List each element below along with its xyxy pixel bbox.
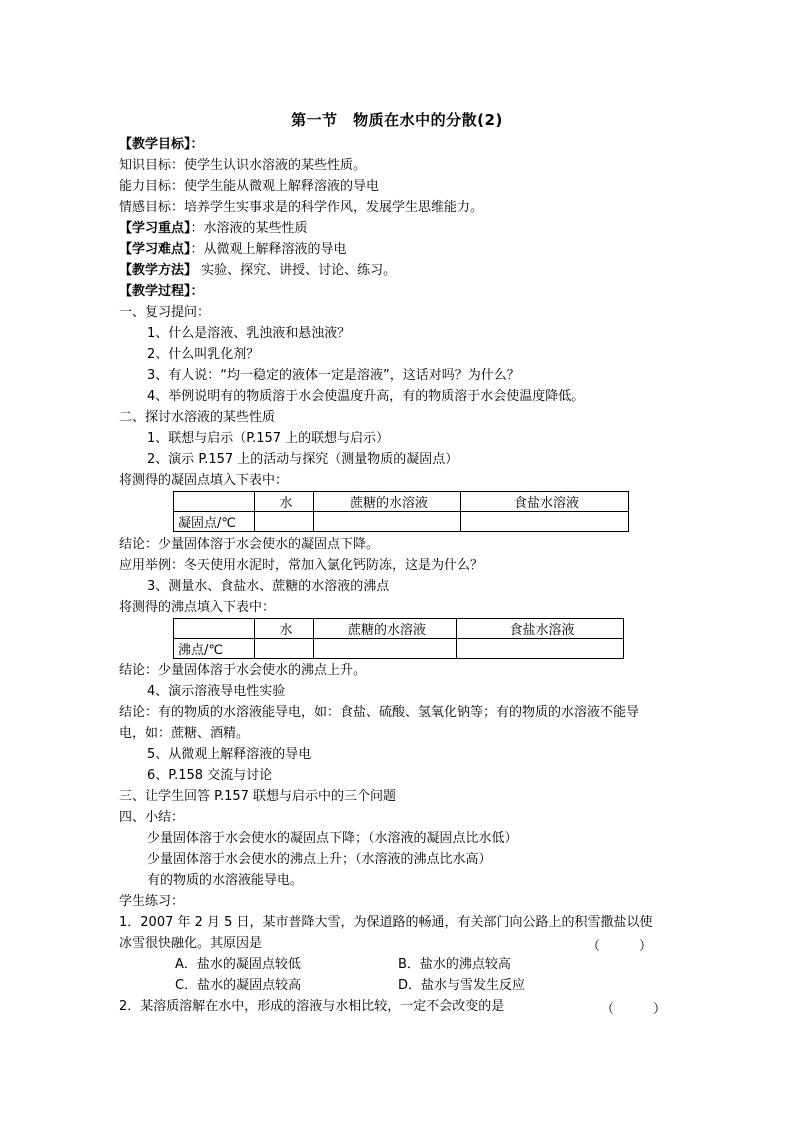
table-header-cell — [174, 492, 255, 512]
key-point-text: ：水溶液的某些性质 — [190, 221, 308, 236]
exercise-heading: 学生练习： — [119, 894, 185, 909]
goal-ability: 能力目标：使学生能从微观上解释溶液的导电 — [119, 179, 380, 194]
conclusion-2: 结论：少量固体溶于水会使水的沸点上升。 — [119, 663, 367, 678]
step-3: 3、测量水、食盐水、蔗糖的水溶液的沸点 — [147, 579, 390, 594]
step-6: 6、P.158 交流与讨论 — [147, 768, 273, 783]
option-d: D．盐水与雪发生反应 — [398, 978, 526, 993]
part1-heading: 一、复习提问： — [119, 305, 211, 320]
key-point-label: 【学习重点】 — [119, 221, 191, 236]
table-cell — [255, 512, 314, 532]
review-question-4: 4、举例说明有的物质溶于水会使温度升高，有的物质溶于水会使温度降低。 — [147, 389, 585, 404]
part2-heading: 二、探讨水溶液的某些性质 — [119, 410, 276, 425]
table-row — [174, 512, 629, 532]
part4-heading: 四、小结： — [119, 810, 185, 825]
table-header-cell: 食盐水溶液 — [457, 619, 624, 639]
table-header-row — [174, 619, 624, 639]
page-title: 第一节 物质在水中的分散(2) — [291, 111, 503, 129]
table-header-row — [174, 492, 629, 512]
table-header-cell: 水 — [255, 492, 314, 512]
table-header-cell: 蔗糖的水溶液 — [314, 619, 457, 639]
summary-line-3: 有的物质的水溶液能导电。 — [147, 873, 304, 888]
answer-blank: （ ） — [587, 939, 653, 954]
exercise-q1-line1: 1．2007 年 2 月 5 日，某市普降大雪，为保道路的畅通，有关部门向公路上的积雪撒盐以使 — [119, 915, 653, 930]
row-label: 沸点/℃ — [174, 639, 255, 659]
exercise-q1-line2: 冰雪很快融化。其原因是 — [119, 936, 263, 951]
table-cell — [457, 639, 624, 659]
goal-knowledge: 知识目标：使学生认识水溶液的某些性质。 — [119, 158, 367, 173]
step-5: 5、从微观上解释溶液的导电 — [147, 747, 312, 762]
table-row — [174, 639, 624, 659]
difficulty-label: 【学习难点】 — [119, 242, 191, 257]
conclusion-1: 结论：少量固体溶于水会使水的凝固点下降。 — [119, 537, 380, 552]
row-label: 凝固点/℃ — [174, 512, 255, 532]
conclusion-3-line2: 电，如：蔗糖、酒精。 — [119, 726, 250, 741]
answer-blank: （ ） — [601, 1002, 667, 1017]
fill-freezing-instruction: 将测得的凝固点填入下表中： — [119, 473, 289, 488]
table-cell — [255, 639, 314, 659]
goal-emotion: 情感目标：培养学生实事求是的科学作风，发展学生思维能力。 — [119, 200, 484, 215]
application-example: 应用举例：冬天使用水泥时，常加入氯化钙防冻，这是为什么？ — [119, 558, 484, 573]
exercise-q2: 2．某溶质溶解在水中，形成的溶液与水相比较，一定不会改变的是 — [119, 999, 505, 1014]
table-cell — [314, 512, 461, 532]
difficulty-text: ：从微观上解释溶液的导电 — [190, 242, 347, 257]
method-text: 实验、探究、讲授、讨论、练习。 — [197, 263, 397, 278]
fill-boiling-instruction: 将测得的沸点填入下表中： — [119, 600, 276, 615]
freezing-point-table — [173, 491, 629, 532]
part3-heading: 三、让学生回答 P.157 联想与启示中的三个问题 — [119, 789, 397, 804]
option-a: A．盐水的凝固点较低 — [175, 957, 301, 972]
boiling-point-table — [173, 618, 624, 659]
table-cell — [461, 512, 629, 532]
process-header: 【教学过程】： — [119, 284, 204, 299]
option-c: C．盐水的凝固点较高 — [175, 978, 302, 993]
table-header-cell: 食盐水溶液 — [461, 492, 629, 512]
summary-line-2: 少量固体溶于水会使水的沸点上升；（水溶液的沸点比水高） — [147, 852, 492, 867]
review-question-3: 3、有人说：“均一稳定的液体一定是溶液”，这话对吗？为什么？ — [147, 368, 520, 383]
difficulty-point — [119, 241, 347, 259]
table-header-cell: 蔗糖的水溶液 — [314, 492, 461, 512]
step-4: 4、演示溶液导电性实验 — [147, 684, 286, 699]
table-header-cell — [174, 619, 255, 639]
conclusion-3-line1: 结论：有的物质的水溶液能导电，如：食盐、硫酸、氢氧化钠等；有的物质的水溶液不能导 — [119, 705, 640, 720]
table-cell — [314, 639, 457, 659]
review-question-2: 2、什么叫乳化剂？ — [147, 347, 260, 362]
method-label: 【教学方法】 — [119, 263, 198, 278]
option-b: B．盐水的沸点较高 — [398, 957, 511, 972]
table-header-cell: 水 — [255, 619, 314, 639]
summary-line-1: 少量固体溶于水会使水的凝固点下降；（水溶液的凝固点比水低） — [147, 831, 518, 846]
teaching-method — [119, 262, 396, 280]
goals-header: 【教学目标】： — [119, 137, 204, 152]
step-1: 1、联想与启示（P.157 上的联想与启示） — [147, 431, 390, 446]
key-point — [119, 220, 308, 238]
step-2: 2、演示 P.157 上的活动与探究（测量物质的凝固点） — [147, 452, 459, 467]
review-question-1: 1、什么是溶液、乳浊液和悬浊液？ — [147, 326, 351, 341]
